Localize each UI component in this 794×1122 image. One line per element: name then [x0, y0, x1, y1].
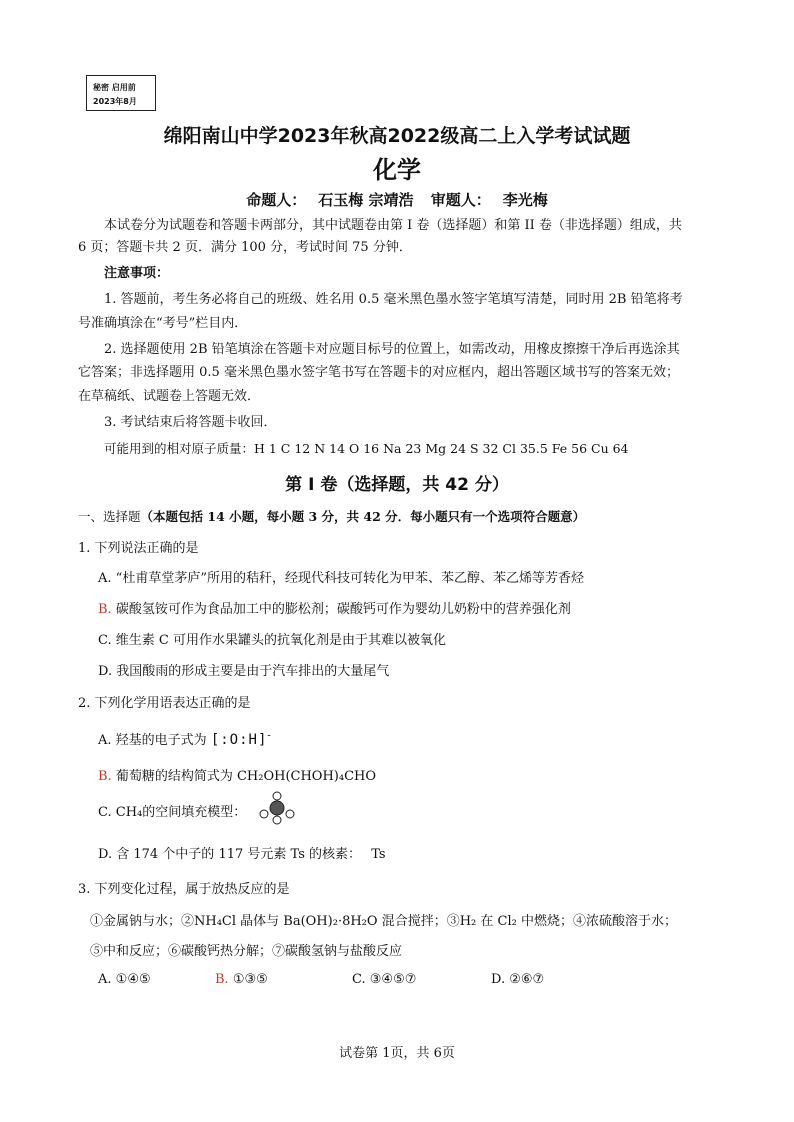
exam-date: 2023年8月 — [93, 97, 137, 106]
option-letter: A. — [98, 733, 112, 748]
question-1-option-a — [98, 567, 584, 586]
question-1-option-d — [98, 660, 389, 679]
notice-1-line-2: 号准确填涂在“考号”栏目内． — [78, 316, 248, 331]
option-letter: D. — [98, 847, 113, 862]
question-3-line-1: ①金属钠与水；②NH₄Cl 晶体与 Ba(OH)₂·8H₂O 混合搅拌；③H₂ 在 Cl₂ 中燃烧；④浓硫酸溶于水； — [90, 914, 677, 929]
question-2-option-a — [98, 729, 271, 748]
electron-formula: [:O:H] — [210, 732, 268, 748]
part-label: 一、选择题 — [78, 509, 141, 524]
option-letter-answer: B. — [98, 769, 112, 784]
notice-2-line-1: 2. 选择题使用 2B 铅笔填涂在答题卡对应题目标号的位置上，如需改动，用橡皮擦擦干净后再选涂其 — [104, 342, 680, 357]
question-2-stem: 2. 下列化学用语表达正确的是 — [78, 696, 251, 711]
setter-label: 命题人： — [246, 191, 307, 209]
question-1-option-c — [98, 629, 446, 648]
reviewer-name: 李光梅 — [502, 191, 548, 209]
question-2-option-c — [98, 801, 246, 820]
choice-c: C. ③④⑤⑦ — [352, 972, 417, 987]
electron-charge: - — [267, 730, 271, 742]
notice-3: 3. 考试结束后将答题卡收回． — [104, 415, 277, 430]
question-2-option-b — [98, 765, 376, 784]
option-letter: D. — [98, 664, 113, 679]
notice-1-line-1: 1. 答题前，考生务必将自己的班级、姓名用 0.5 毫米黑色墨水签字笔填写清楚，同时用 2B 铅笔将考 — [104, 292, 683, 307]
confidential-label: 秘密 启用前 — [93, 83, 136, 92]
option-text: 维生素 C 可用作水果罐头的抗氧化剂是由于其难以被氧化 — [115, 633, 446, 648]
setter-names: 石玉梅 宗靖浩 — [318, 191, 414, 209]
option-letter: C. — [98, 633, 112, 648]
choice-d: D. ②⑥⑦ — [491, 972, 545, 987]
section-title: 第 I 卷（选择题，共 42 分） — [285, 475, 509, 495]
notice-2-line-3: 在草稿纸、试题卷上答题无效． — [78, 389, 261, 404]
option-text: 含 174 个中子的 117 号元素 Ts 的核素： — [116, 847, 362, 862]
option-letter: A. — [98, 571, 112, 586]
choice-a: A. ①④⑤ — [98, 972, 151, 987]
page-footer: 试卷第 1页，共 6页 — [339, 1046, 455, 1061]
option-letter: C. — [98, 805, 112, 820]
notice-heading: 注意事项： — [104, 266, 170, 281]
part-detail: （本题包括 14 小题，每小题 3 分，共 42 分．每小题只有一个选项符合题意） — [140, 509, 586, 524]
question-2-option-d — [98, 843, 386, 862]
notice-2-line-2: 它答案；非选择题用 0.5 毫米黑色墨水签字笔书写在答题卡的对应框内，超出答题区域书写的答案无效； — [78, 365, 679, 380]
option-text: 碳酸氢铵可作为食品加工中的膨松剂；碳酸钙可作为婴幼儿奶粉中的营养强化剂 — [115, 602, 571, 617]
option-text: CH₄的空间填充模型： — [115, 805, 247, 820]
option-text: 羟基的电子式为 — [115, 733, 207, 748]
intro-line-2: 6 页；答题卡共 2 页．满分 100 分，考试时间 75 分钟． — [78, 240, 412, 255]
question-3-line-2: ⑤中和反应；⑥碳酸钙热分解；⑦碳酸氢钠与盐酸反应 — [90, 944, 403, 959]
question-1-option-b — [98, 598, 571, 617]
exam-title: 绵阳南山中学2023年秋高2022级高二上入学考试试题 — [163, 125, 631, 147]
option-text: 葡萄糖的结构简式为 CH₂OH(CHOH)₄CHO — [115, 769, 377, 784]
subject-title: 化学 — [373, 156, 421, 184]
authors-line — [0, 189, 794, 210]
methane-space-filling-model-icon — [255, 790, 299, 826]
option-text: 我国酸雨的形成主要是由于汽车排出的大量尾气 — [116, 664, 390, 679]
question-1-stem: 1. 下列说法正确的是 — [78, 541, 199, 556]
part-heading — [78, 506, 718, 527]
option-text: “杜甫草堂茅庐”所用的秸秆，经现代科技可转化为甲苯、苯乙醇、苯乙烯等芳香烃 — [115, 571, 584, 586]
nuclide-symbol: Ts — [371, 847, 386, 862]
reviewer-label: 审题人： — [430, 191, 491, 209]
question-3-stem: 3. 下列变化过程，属于放热反应的是 — [78, 882, 290, 897]
atomic-masses: 可能用到的相对原子质量：H 1 C 12 N 14 O 16 Na 23 Mg 24 S 32 Cl 35.5 Fe 56 Cu 64 — [104, 441, 629, 456]
intro-line-1: 本试卷分为试题卷和答题卡两部分，其中试题卷由第 I 卷（选择题）和第 II 卷（非选择题）组成，共 — [104, 218, 682, 233]
choice-b: B. ①③⑤ — [215, 972, 268, 987]
option-letter-answer: B. — [98, 602, 112, 617]
confidential-box — [86, 75, 156, 111]
